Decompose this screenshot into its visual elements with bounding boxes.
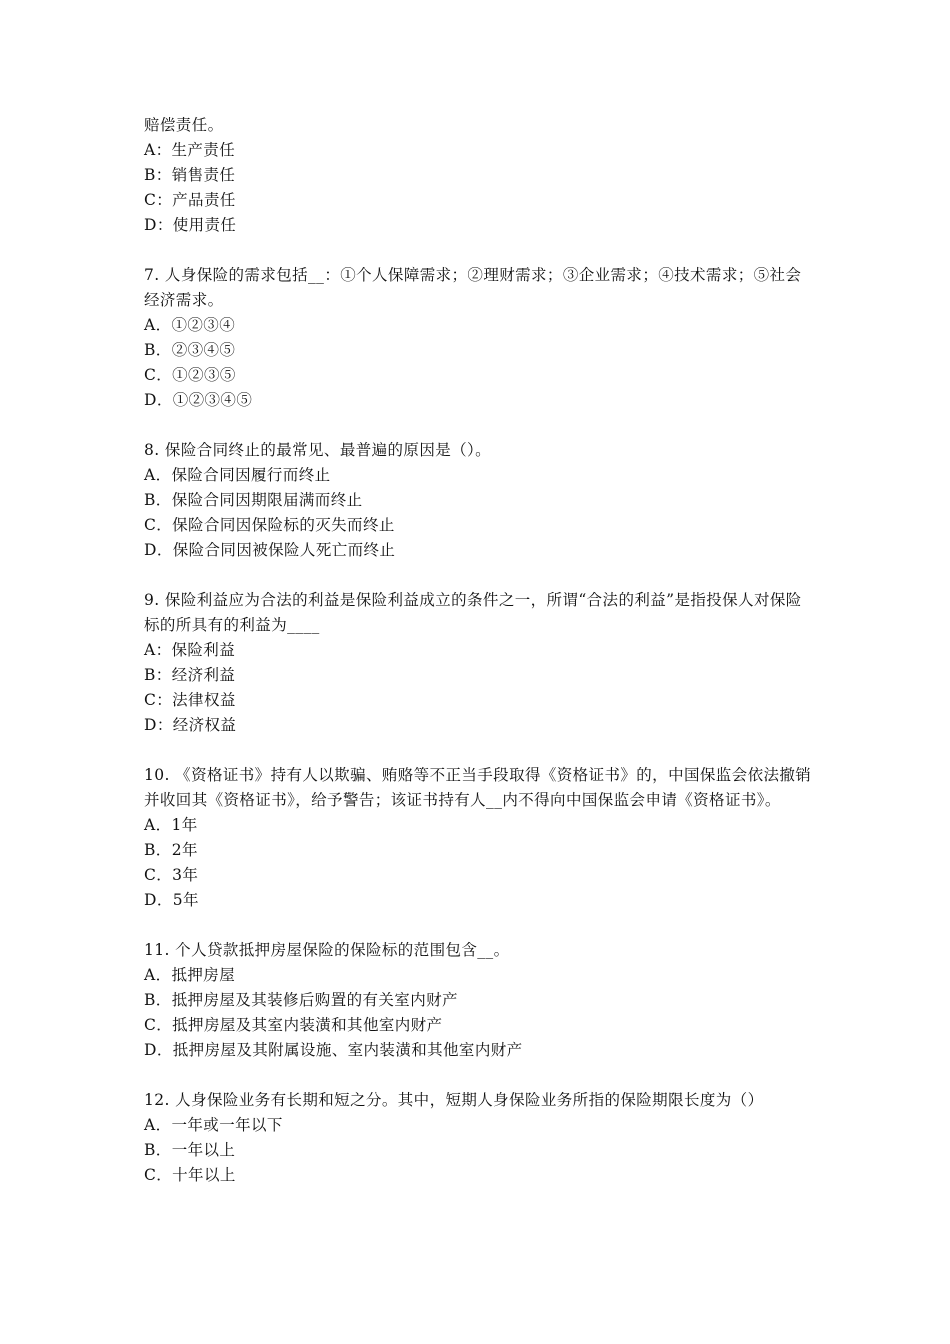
option-c: C．①②③⑤ [144, 366, 236, 384]
option-a: A．①②③④ [144, 316, 236, 334]
option-c: C：法律权益 [144, 691, 236, 709]
option-d: D．5年 [144, 891, 199, 909]
question-7 [144, 263, 814, 413]
option-b: B．保险合同因期限届满而终止 [144, 491, 363, 509]
option-c: C．3年 [144, 866, 199, 884]
option-a: A．抵押房屋 [144, 966, 236, 984]
question-11 [144, 938, 814, 1063]
question-text: 8. 保险合同终止的最常见、最普遍的原因是（）。 [144, 441, 492, 459]
option-b: B．一年以上 [144, 1141, 236, 1159]
option-c: C．抵押房屋及其室内装潢和其他室内财产 [144, 1016, 443, 1034]
question-text: 7. 人身保险的需求包括__：①个人保障需求；②理财需求；③企业需求；④技术需求；⑤社会经济需求。 [144, 266, 802, 309]
option-a: A．保险合同因履行而终止 [144, 466, 331, 484]
question-10 [144, 763, 814, 913]
option-b: B．抵押房屋及其装修后购置的有关室内财产 [144, 991, 458, 1009]
option-c: C：产品责任 [144, 191, 236, 209]
question-text: 11. 个人贷款抵押房屋保险的保险标的范围包含__。 [144, 941, 510, 959]
option-b: B：销售责任 [144, 166, 236, 184]
option-b: B：经济利益 [144, 666, 236, 684]
option-d: D．抵押房屋及其附属设施、室内装潢和其他室内财产 [144, 1041, 523, 1059]
document-page [144, 113, 814, 1188]
option-d: D．保险合同因被保险人死亡而终止 [144, 541, 396, 559]
option-d: D：经济权益 [144, 716, 237, 734]
option-a: A：保险利益 [144, 641, 236, 659]
question-text: 10. 《资格证书》持有人以欺骗、贿赂等不正当手段取得《资格证书》的，中国保监会依法撤销并收回其《资格证书》，给予警告；该证书持有人__内不得向中国保监会申请《资格证书》。 [144, 766, 812, 809]
question-text: 9. 保险利益应为合法的利益是保险利益成立的条件之一，所谓“合法的利益”是指投保人对保险标的所具有的利益为____ [144, 591, 802, 634]
question-text: 赔偿责任。 [144, 116, 224, 134]
option-d: D．①②③④⑤ [144, 391, 253, 409]
option-b: B．2年 [144, 841, 198, 859]
option-a: A．一年或一年以下 [144, 1116, 283, 1134]
option-a: A：生产责任 [144, 141, 236, 159]
question-12 [144, 1088, 814, 1188]
option-c: C．十年以上 [144, 1166, 236, 1184]
question-9 [144, 588, 814, 738]
question-8 [144, 438, 814, 563]
question-fragment [144, 113, 814, 238]
option-b: B．②③④⑤ [144, 341, 236, 359]
option-d: D：使用责任 [144, 216, 237, 234]
option-c: C．保险合同因保险标的灭失而终止 [144, 516, 395, 534]
question-text: 12. 人身保险业务有长期和短之分。其中，短期人身保险业务所指的保险期限长度为（） [144, 1091, 764, 1109]
option-a: A．1年 [144, 816, 198, 834]
